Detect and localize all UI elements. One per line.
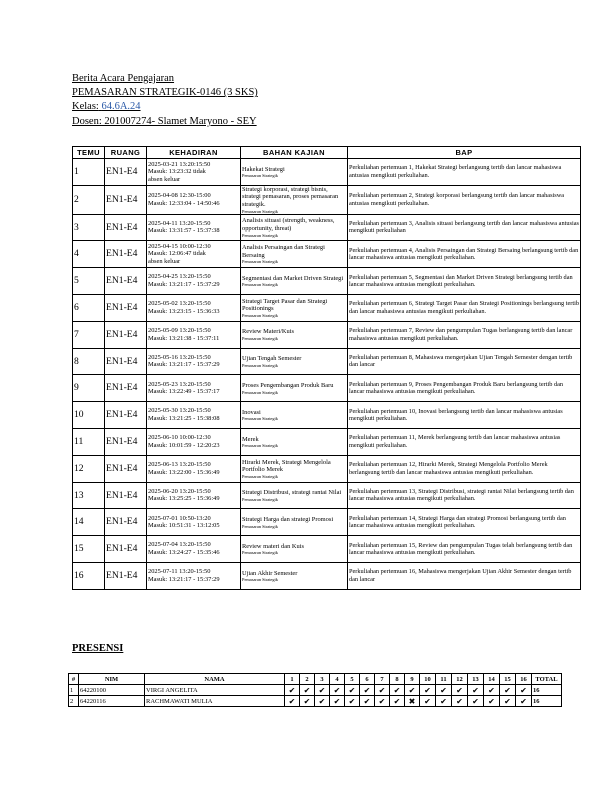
kehadiran-line: Masuk: 13:21:17 - 15:37:29 [148,281,220,289]
table-row [73,562,581,589]
col-header-bap: BAP [348,147,581,159]
presensi-col-header: TOTAL [532,674,562,685]
bahan-kajian-subject: Pemasaran Strategik [242,389,278,395]
cell-ruang: EN1-E4 [105,509,147,536]
bahan-kajian-subject: Pemasaran Strategik [242,232,278,238]
table-row [73,348,581,375]
cell-temu: 7 [73,321,105,348]
cell-kehadiran [147,482,241,509]
presensi-col-header: 10 [420,674,436,685]
kehadiran-line: 2025-07-01 10:50-13:20 [148,514,211,522]
bahan-kajian-subject: Pemasaran Strategik [242,312,278,318]
cell-bahan-kajian [241,375,348,402]
table-row [73,509,581,536]
cell-no: 2 [69,696,79,707]
cell-kehadiran [147,321,241,348]
table-row [73,159,581,186]
attendance-mark: ✔ [452,696,468,707]
cell-bap: Perkuliahan pertemuan 1, Hakekat Strategi berlangsung tertib dan lancar mahasiswa antusias mengikuti perkuliahan. [348,159,581,186]
cell-kehadiran [147,562,241,589]
presensi-col-header: NIM [79,674,145,685]
kehadiran-line: 2025-07-04 13:20-15:50 [148,541,211,549]
bahan-kajian-subject: Pemasaran Strategik [242,443,278,449]
cell-bap: Perkuliahan pertemuan 4, Analisis Persaingan dan Strategi Bersaing berlangsung tertib dan lancar mahasiswa antusias mengikuti perkuliahan. [348,241,581,268]
presensi-col-header: 2 [300,674,315,685]
cell-kehadiran [147,375,241,402]
cell-bahan-kajian [241,455,348,482]
presensi-col-header: 8 [390,674,405,685]
presensi-col-header: 1 [285,674,300,685]
cell-bahan-kajian [241,348,348,375]
cell-kehadiran [147,428,241,455]
table-row [73,268,581,295]
bahan-kajian-text: Strategi Target Pasar dan Strategi Positionings [242,297,328,313]
bahan-kajian-text: Review Materi/Kuis [242,328,295,336]
kehadiran-line: 2025-03-21 13:20:15:50 [148,160,211,168]
cell-bap: Perkuliahan pertemuan 11, Merek berlangsung tertib dan lancar mahasiswa antusias mengikuti perkuliahan. [348,428,581,455]
cell-bap: Perkuliahan pertemuan 16, Mahasiswa mengerjakan Ujian Akhir Semester dengan tertib dan lancar [348,562,581,589]
cell-ruang: EN1-E4 [105,348,147,375]
cell-total: 16 [532,685,562,696]
cell-bap: Perkuliahan pertemuan 13, Strategi Distribusi, strategi rantai Nilai berlangsung tertib dan lancar mahasiswa antusias mengikuti perkuliahan. [348,482,581,509]
cell-temu: 10 [73,402,105,429]
col-header-temu: TEMU [73,147,105,159]
kehadiran-line: 2025-05-30 13:20-15:50 [148,407,211,415]
cell-ruang: EN1-E4 [105,241,147,268]
cell-kehadiran [147,241,241,268]
attendance-mark: ✔ [452,685,468,696]
bahan-kajian-subject: Pemasaran Strategik [242,523,278,529]
cell-bap: Perkuliahan pertemuan 9, Proses Pengembangan Produk Baru berlangsung tertib dan lancar mahasiswa antusias mengikuti perkuliahan. [348,375,581,402]
cell-kehadiran [147,214,241,241]
cell-bap: Perkuliahan pertemuan 2, Strategi korporasi berlangsung tertib dan lancar mahasiswa antusias mengikuti perkuliahan. [348,185,581,214]
cell-bahan-kajian [241,536,348,563]
cell-bap: Perkuliahan pertemuan 15, Review dan pengumpulan Tugas telah berlangsung tertib dan lancar mahasiswa antusias mengikuti perkuliahan. [348,536,581,563]
class-value: 64.6A.24 [101,101,141,113]
table-header-row [73,147,581,159]
cell-bahan-kajian [241,482,348,509]
table-row [73,482,581,509]
cell-ruang: EN1-E4 [105,375,147,402]
attendance-mark: ✔ [375,685,390,696]
attendance-mark: ✔ [405,685,420,696]
cell-nama: RACHMAWATI MULIA [145,696,285,707]
attendance-mark: ✔ [360,696,375,707]
bahan-kajian-text: Hakekat Strategi [242,165,285,173]
attendance-mark: ✔ [300,685,315,696]
kehadiran-line: 2025-06-20 13:20-15:50 [148,487,211,495]
presensi-col-header: 5 [345,674,360,685]
document-title: Berita Acara Pengajaran [72,73,175,84]
kehadiran-line: Masuk: 13:21:17 - 15:37:29 [148,361,220,369]
attendance-mark: ✔ [315,696,330,707]
kehadiran-line: Masuk: 10:51:31 - 13:12:05 [148,522,220,530]
bahan-kajian-subject: Pemasaran Strategik [242,173,278,179]
cell-bap: Perkuliahan pertemuan 7, Review dan pengumpulan Tugas berlangsung tertib dan lancar mahasiswa antusias mengikuti perkuliahan. [348,321,581,348]
kehadiran-line: Masuk: 13:24:27 - 15:35:46 [148,549,220,557]
cell-ruang: EN1-E4 [105,185,147,214]
presensi-col-header: 7 [375,674,390,685]
attendance-mark: ✔ [468,696,484,707]
bahan-kajian-text: Ujian Akhir Semester [242,569,298,577]
table-row [73,455,581,482]
attendance-mark: ✔ [345,696,360,707]
attendance-mark: ✔ [285,685,300,696]
presensi-title: PRESENSI [72,643,124,654]
kehadiran-line: absen keluar [148,258,181,266]
table-row [73,214,581,241]
kehadiran-line: 2025-05-02 13:20-15:50 [148,300,211,308]
cell-temu: 16 [73,562,105,589]
cell-bahan-kajian [241,159,348,186]
kehadiran-line: 2025-05-23 13:20-15:50 [148,380,211,388]
kehadiran-line: Masuk: 13:21:17 - 15:37:29 [148,575,220,583]
bahan-kajian-text: Review materi dan Kuis [242,542,304,550]
cell-ruang: EN1-E4 [105,321,147,348]
attendance-mark: ✖ [405,696,420,707]
kehadiran-line: Masuk: 12:33:04 - 14:50:46 [148,199,220,207]
attendance-mark: ✔ [420,696,436,707]
kehadiran-line: 2025-05-09 13:20-15:50 [148,327,211,335]
cell-bap: Perkuliahan pertemuan 12, Hirarki Merek, Strategi Mengelola Portfolio Merek berlangsung tertib dan lancar mahasiswa antusias mengikuti perkuliahan. [348,455,581,482]
bahan-kajian-subject: Pemasaran Strategik [242,259,278,265]
cell-bap: Perkuliahan pertemuan 3, Analisis situasi berlangsung tertib dan lancar mahasiswa antusias mengikuti perkuliahan [348,214,581,241]
cell-temu: 8 [73,348,105,375]
table-row [73,185,581,214]
kehadiran-line: Masuk: 13:22:49 - 15:37:17 [148,388,220,396]
presensi-col-header: 6 [360,674,375,685]
presensi-row [69,685,562,696]
cell-kehadiran [147,348,241,375]
col-header-kehadiran: KEHADIRAN [147,147,241,159]
bahan-kajian-text: Strategi Harga dan strategi Promosi [242,515,334,523]
bahan-kajian-subject: Pemasaran Strategik [242,416,278,422]
course-name: PEMASARAN STRATEGIK-0146 (3 SKS) [72,87,258,99]
presensi-row [69,696,562,707]
attendance-mark: ✔ [516,696,532,707]
cell-nim: 64220116 [79,696,145,707]
cell-temu: 9 [73,375,105,402]
bahan-kajian-text: Segmentasi dan Market Driven Strategi [242,274,344,282]
presensi-col-header: 12 [452,674,468,685]
presensi-header-row [69,674,562,685]
cell-temu: 6 [73,294,105,321]
presensi-col-header: 16 [516,674,532,685]
presensi-col-header: # [69,674,79,685]
bahan-kajian-subject: Pemasaran Strategik [242,208,278,214]
cell-ruang: EN1-E4 [105,159,147,186]
cell-temu: 15 [73,536,105,563]
attendance-mark: ✔ [390,685,405,696]
presensi-col-header: 14 [484,674,500,685]
cell-nama: VIRGI ANGELITA [145,685,285,696]
kehadiran-line: 2025-06-10 10:00-12:30 [148,434,211,442]
kehadiran-line: 2025-04-08 12:30-15:00 [148,192,211,200]
cell-ruang: EN1-E4 [105,536,147,563]
kehadiran-line: absen keluar [148,175,181,183]
cell-temu: 3 [73,214,105,241]
kehadiran-line: 2025-07-11 13:20-15:50 [148,568,211,576]
cell-ruang: EN1-E4 [105,294,147,321]
attendance-mark: ✔ [330,685,345,696]
cell-bahan-kajian [241,241,348,268]
bahan-kajian-subject: Pemasaran Strategik [242,496,278,502]
kehadiran-line: 2025-04-11 13:20-15:50 [148,219,211,227]
kehadiran-line: Masuk: 13:31:57 - 15:37:38 [148,227,220,235]
cell-ruang: EN1-E4 [105,268,147,295]
kehadiran-line: Masuk: 13:21:25 - 15:38:08 [148,415,220,423]
attendance-mark: ✔ [390,696,405,707]
attendance-mark: ✔ [436,685,452,696]
attendance-mark: ✔ [345,685,360,696]
cell-ruang: EN1-E4 [105,482,147,509]
cell-temu: 2 [73,185,105,214]
kehadiran-line: Masuk: 12:06:47 tidak [148,250,206,258]
attendance-mark: ✔ [420,685,436,696]
table-row [73,375,581,402]
bahan-kajian-text: Inovasi [242,408,261,416]
cell-bap: Perkuliahan pertemuan 5, Segmentasi dan Market Driven Strategi berlangsung tertib dan lancar mahasiswa antusias mengikuti perkuliahan. [348,268,581,295]
kehadiran-line: Masuk: 13:23:32 tidak [148,168,206,176]
cell-kehadiran [147,402,241,429]
kehadiran-line: 2025-04-25 13:20-15:50 [148,273,211,281]
attendance-mark: ✔ [360,685,375,696]
cell-temu: 14 [73,509,105,536]
cell-kehadiran [147,294,241,321]
attendance-mark: ✔ [484,696,500,707]
bahan-kajian-subject: Pemasaran Strategik [242,473,278,479]
attendance-mark: ✔ [500,685,516,696]
cell-ruang: EN1-E4 [105,428,147,455]
attendance-mark: ✔ [375,696,390,707]
document-header [72,72,258,129]
bahan-kajian-subject: Pemasaran Strategik [242,550,278,556]
bahan-kajian-text: Analisis situasi (strength, weakness, opportunity, threat) [242,217,335,232]
kehadiran-line: Masuk: 13:22:00 - 15:36:49 [148,468,220,476]
lecturer-line: Dosen: 201007274- Slamet Maryono - SEY [72,115,257,127]
cell-bahan-kajian [241,294,348,321]
class-label: Kelas: [72,101,99,113]
attendance-mark: ✔ [484,685,500,696]
cell-temu: 1 [73,159,105,186]
class-line [72,100,258,114]
table-row [73,402,581,429]
cell-kehadiran [147,159,241,186]
table-row [73,241,581,268]
cell-bahan-kajian [241,428,348,455]
bahan-kajian-subject: Pemasaran Strategik [242,362,278,368]
cell-bahan-kajian [241,268,348,295]
bahan-kajian-subject: Pemasaran Strategik [242,282,278,288]
kehadiran-line: Masuk: 13:23:15 - 15:36:33 [148,307,220,315]
presensi-col-header: 11 [436,674,452,685]
presensi-col-header: 13 [468,674,484,685]
bahan-kajian-text: Hirarki Merek, Strategi Mengelola Portfolio Merek [242,458,331,474]
bahan-kajian-text: Strategi korporasi, strategi bisnis, strategi pemasaran, proses pemasaran strategik. [242,185,339,208]
presensi-table [68,673,562,707]
cell-bahan-kajian [241,562,348,589]
kehadiran-line: 2025-04-15 10:00-12:30 [148,242,211,250]
cell-kehadiran [147,268,241,295]
bahan-kajian-text: Analisis Persaingan dan Strategi Bersaing [242,244,325,259]
cell-kehadiran [147,455,241,482]
cell-temu: 12 [73,455,105,482]
cell-temu: 5 [73,268,105,295]
attendance-mark: ✔ [285,696,300,707]
cell-ruang: EN1-E4 [105,214,147,241]
presensi-col-header: NAMA [145,674,285,685]
cell-bahan-kajian [241,214,348,241]
attendance-mark: ✔ [436,696,452,707]
cell-bahan-kajian [241,509,348,536]
cell-ruang: EN1-E4 [105,402,147,429]
attendance-mark: ✔ [516,685,532,696]
cell-temu: 13 [73,482,105,509]
cell-temu: 4 [73,241,105,268]
attendance-mark: ✔ [468,685,484,696]
bahan-kajian-text: Ujian Tengah Semester [242,355,302,363]
presensi-col-header: 9 [405,674,420,685]
presensi-col-header: 4 [330,674,345,685]
cell-ruang: EN1-E4 [105,562,147,589]
cell-bahan-kajian [241,185,348,214]
cell-kehadiran [147,509,241,536]
kehadiran-line: 2025-06-13 13:20-15:50 [148,461,211,469]
attendance-mark: ✔ [330,696,345,707]
cell-temu: 11 [73,428,105,455]
attendance-mark: ✔ [500,696,516,707]
kehadiran-line: 2025-05-16 13:20-15:50 [148,353,211,361]
presensi-col-header: 15 [500,674,516,685]
bahan-kajian-text: Strategi Distribusi, strategi rantai Nilai [242,489,342,497]
table-row [73,321,581,348]
presensi-col-header: 3 [315,674,330,685]
cell-bap: Perkuliahan pertemuan 10, Inovasi berlangsung tertib dan lancar mahasiswa antusias mengikuti perkuliahan. [348,402,581,429]
cell-kehadiran [147,185,241,214]
cell-bap: Perkuliahan pertemuan 8, Mahasiswa mengerjakan Ujian Tengah Semester dengan tertib dan lancar [348,348,581,375]
kehadiran-line: Masuk: 13:21:38 - 15:37:11 [148,334,220,342]
cell-total: 16 [532,696,562,707]
cell-bap: Perkuliahan pertemuan 14, Strategi Harga dan strategi Promosi berlangsung tertib dan lancar mahasiswa antusias mengikuti perkuliahan. [348,509,581,536]
cell-bahan-kajian [241,402,348,429]
cell-bahan-kajian [241,321,348,348]
bahan-kajian-subject: Pemasaran Strategik [242,577,278,583]
table-row [73,536,581,563]
col-header-ruang: RUANG [105,147,147,159]
cell-ruang: EN1-E4 [105,455,147,482]
col-header-bahan-kajian: BAHAN KAJIAN [241,147,348,159]
cell-kehadiran [147,536,241,563]
bahan-kajian-text: Proses Pengembangan Produk Baru [242,381,334,389]
cell-no: 1 [69,685,79,696]
attendance-mark: ✔ [300,696,315,707]
kehadiran-line: Masuk: 13:25:25 - 15:36:49 [148,495,220,503]
table-row [73,428,581,455]
teaching-record-table [72,146,581,590]
attendance-mark: ✔ [315,685,330,696]
bahan-kajian-text: Merek [242,435,259,443]
cell-nim: 64220100 [79,685,145,696]
kehadiran-line: Masuk: 10:01:59 - 12:20:23 [148,441,220,449]
cell-bap: Perkuliahan pertemuan 6, Strategi Target Pasar dan Strategi Positionings berlangsung tertib dan lancar mahasiswa antusias mengikuti perkuliahan. [348,294,581,321]
table-row [73,294,581,321]
bahan-kajian-subject: Pemasaran Strategik [242,335,278,341]
